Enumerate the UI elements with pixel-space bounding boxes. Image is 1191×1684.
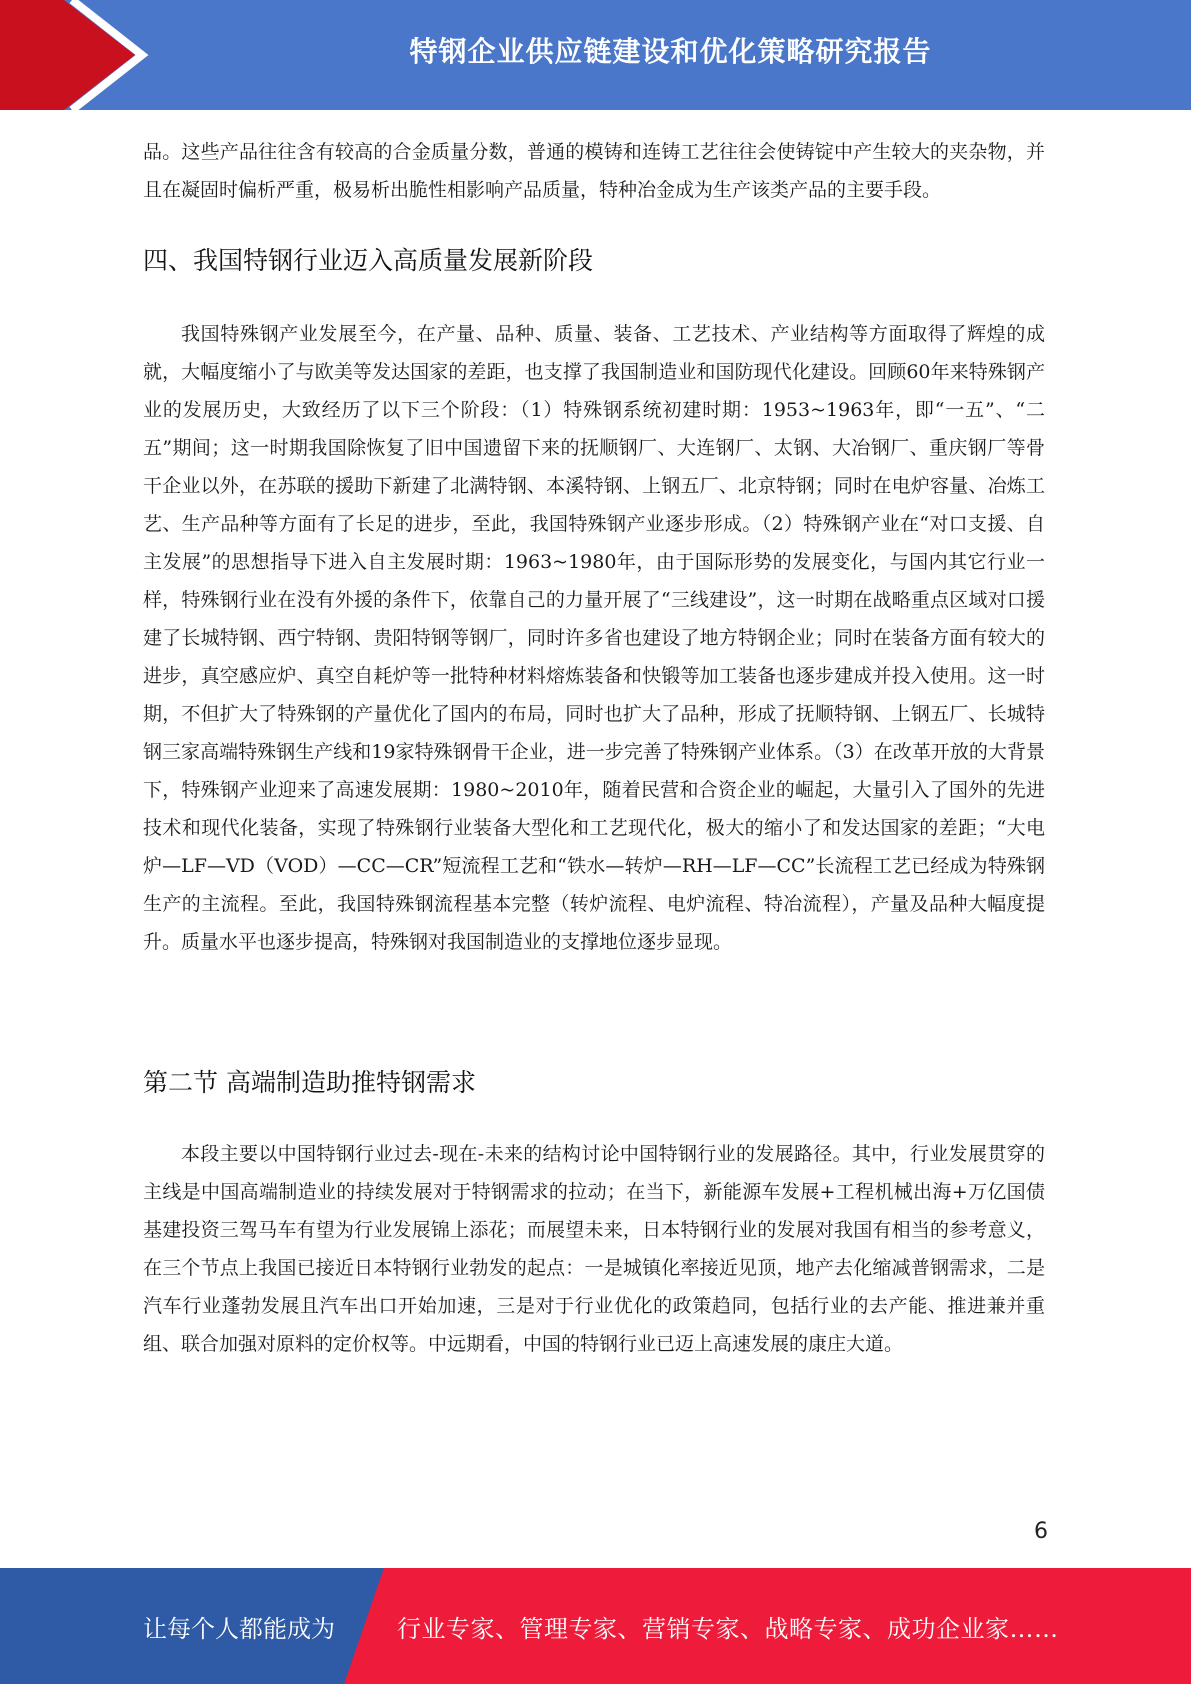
summary-paragraph: 本段主要以中国特钢行业过去-现在-未来的结构讨论中国特钢行业的发展路径。其中，行业发展贯穿的主线是中国高端制造业的持续发展对于特钢需求的拉动；在当下，新能源车发展+工程机械出海+万亿国债基建投资三驾马车有望为行业发展锦上添花；而展望未来，日本特钢行业的发展对我国有相当的参考意义，在三个节点上我国已接近日本特钢行业勃发的起点：一是城镇化率接近见顶，地产去化缩减普钢需求，二是汽车行业蓬勃发展且汽车出口开始加速，三是对于行业优化的政策趋同，包括行业的去产能、推进兼并重组、联合加强对原料的定价权等。中远期看，中国的特钢行业已迈上高速发展的康庄大道。: [143, 1143, 1045, 1355]
section4-heading: 四、我国特钢行业迈入高质量发展新阶段: [143, 246, 594, 275]
footer-banner: [0, 1568, 1191, 1684]
history-paragraph: 我国特殊钢产业发展至今，在产量、品种、质量、装备、工艺技术、产业结构等方面取得了辉煌的成就，大幅度缩小了与欧美等发达国家的差距，也支撑了我国制造业和国防现代化建设。回顾60年来特殊钢产业的发展历史，大致经历了以下三个阶段：（1）特殊钢系统初建时期：1953~1963年，即“一五”、“二五”期间；这一时期我国除恢复了旧中国遗留下来的抚顺钢厂、大连钢厂、太钢、大冶钢厂、重庆钢厂等骨干企业以外，在苏联的援助下新建了北满特钢、本溪特钢、上钢五厂、北京特钢；同时在电炉容量、冶炼工艺、生产品种等方面有了长足的进步，至此，我国特殊钢产业逐步形成。（2）特殊钢产业在“对口支援、自主发展”的思想指导下进入自主发展时期：1963~1980年，由于国际形势的发展变化，与国内其它行业一样，特殊钢行业在没有外援的条件下，依靠自己的力量开展了“三线建设”，这一时期在战略重点区域对口援建了长城特钢、西宁特钢、贵阳特钢等钢厂，同时许多省也建设了地方特钢企业；同时在装备方面有较大的进步，真空感应炉、真空自耗炉等一批特种材料熔炼装备和快锻等加工装备也逐步建成并投入使用。这一时期，不但扩大了特殊钢的产量优化了国内的布局，同时也扩大了品种，形成了抚顺特钢、上钢五厂、长城特钢三家高端特殊钢生产线和19家特殊钢骨干企业，进一步完善了特殊钢产业体系。（3）在改革开放的大背景下，特殊钢产业迎来了高速发展期：1980~2010年，随着民营和合资企业的崛起，大量引入了国外的先进技术和现代化装备，实现了特殊钢行业装备大型化和工艺现代化，极大的缩小了和发达国家的差距；“大电炉—LF—VD（VOD）—CC—CR”短流程工艺和“铁水—转炉—RH—LF—CC”长流程工艺已经成为特殊钢生产的主流程。至此，我国特殊钢流程基本完整（转炉流程、电炉流程、特冶流程），产量及品种大幅度提升。质量水平也逐步提高，特殊钢对我国制造业的支撑地位逐步显现。: [143, 323, 1045, 953]
chevron-logo-icon: [0, 0, 160, 110]
page-content: [143, 133, 1045, 1363]
header-title: 特钢企业供应链建设和优化策略研究报告: [409, 35, 932, 68]
footer-slogan-right: 行业专家、管理专家、营销专家、战略专家、成功企业家……: [397, 1614, 1059, 1643]
page-number: 6: [1034, 1519, 1048, 1544]
footer-slogan-left: 让每个人都能成为: [143, 1614, 335, 1643]
continuation-paragraph: 品。这些产品往往含有较高的合金质量分数，普通的模铸和连铸工艺往往会使铸锭中产生较大的夹杂物，并且在凝固时偏析严重，极易析出脆性相影响产品质量，特种冶金成为生产该类产品的主要手段。: [143, 141, 1045, 201]
header-bar: [0, 0, 1191, 110]
section2-heading: 第二节 高端制造助推特钢需求: [143, 1068, 476, 1097]
